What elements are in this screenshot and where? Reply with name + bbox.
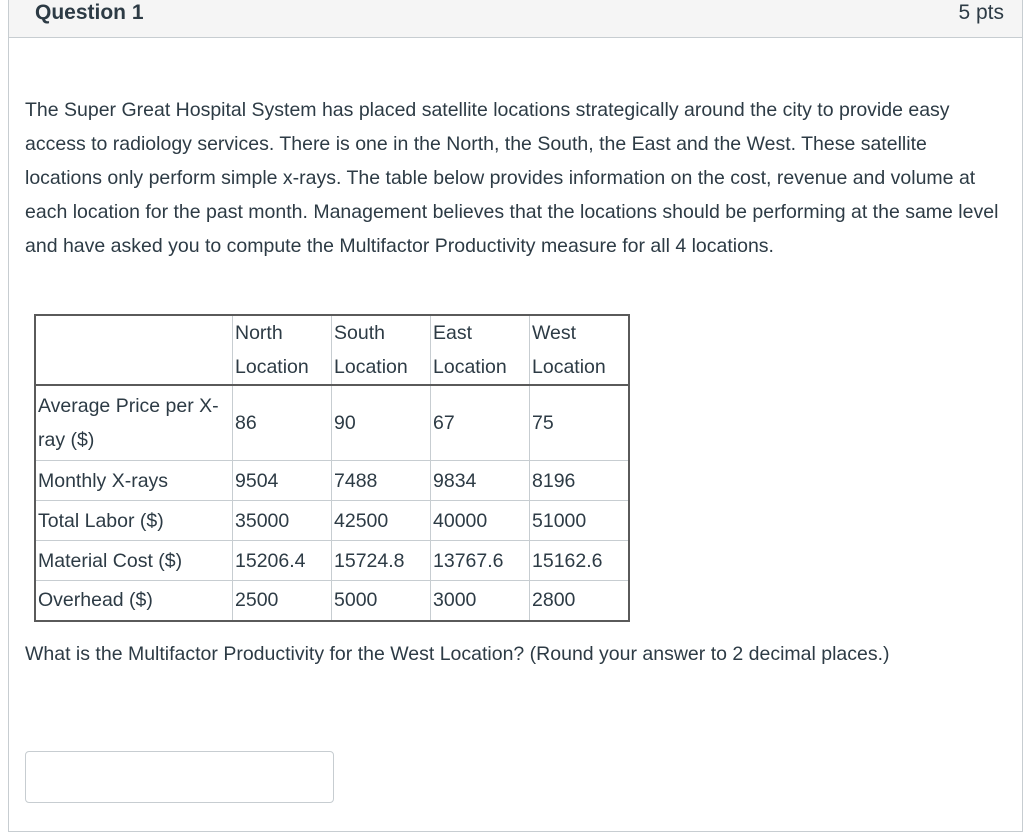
- table-header-row: [35, 315, 629, 385]
- table-row: [35, 541, 629, 581]
- table-header-cell: East Location: [431, 315, 530, 385]
- table-cell: 15206.4: [233, 541, 332, 581]
- table-header-cell: North Location: [233, 315, 332, 385]
- table-cell: 13767.6: [431, 541, 530, 581]
- table-header-cell: South Location: [332, 315, 431, 385]
- question-prompt: What is the Multifactor Productivity for the West Location? (Round your answer to 2 decimal places.): [25, 643, 890, 665]
- answer-input[interactable]: [25, 751, 334, 803]
- table-cell: 90: [332, 385, 431, 461]
- table-cell: 8196: [530, 461, 630, 501]
- table-row: [35, 501, 629, 541]
- table-cell: 2500: [233, 581, 332, 621]
- table-cell: 7488: [332, 461, 431, 501]
- table-cell: 9504: [233, 461, 332, 501]
- table-header-cell: [35, 315, 233, 385]
- table-cell: 40000: [431, 501, 530, 541]
- row-label: Monthly X-rays: [35, 461, 233, 501]
- table-row: [35, 461, 629, 501]
- question-header: [9, 0, 1022, 38]
- table-cell: 5000: [332, 581, 431, 621]
- data-table: [34, 314, 630, 622]
- table-cell: 15162.6: [530, 541, 630, 581]
- table-cell: 42500: [332, 501, 431, 541]
- question-points: 5 pts: [958, 1, 1004, 24]
- table-row: [35, 581, 629, 621]
- table-cell: 86: [233, 385, 332, 461]
- question-text: The Super Great Hospital System has placed satellite locations strategically around the city to provide easy access to radiology services. There is one in the North, the South, the East and the West. These satellite locations only perform simple x-rays. The table below provides information on the cost, revenue and volume at each location for the past month. Management believes that the locations should be performing at the same level and have asked you to compute the Multifactor Productivity measure for all 4 locations.: [25, 99, 999, 257]
- row-label: Overhead ($): [35, 581, 233, 621]
- table-cell: 75: [530, 385, 630, 461]
- row-label: Average Price per X-ray ($): [35, 385, 233, 461]
- table-cell: 35000: [233, 501, 332, 541]
- row-label: Total Labor ($): [35, 501, 233, 541]
- table-cell: 2800: [530, 581, 630, 621]
- table-cell: 51000: [530, 501, 630, 541]
- table-cell: 9834: [431, 461, 530, 501]
- table-cell: 67: [431, 385, 530, 461]
- table-row: [35, 385, 629, 461]
- row-label: Material Cost ($): [35, 541, 233, 581]
- table-cell: 3000: [431, 581, 530, 621]
- question-title: Question 1: [35, 1, 144, 24]
- table-header-cell: West Location: [530, 315, 630, 385]
- table-cell: 15724.8: [332, 541, 431, 581]
